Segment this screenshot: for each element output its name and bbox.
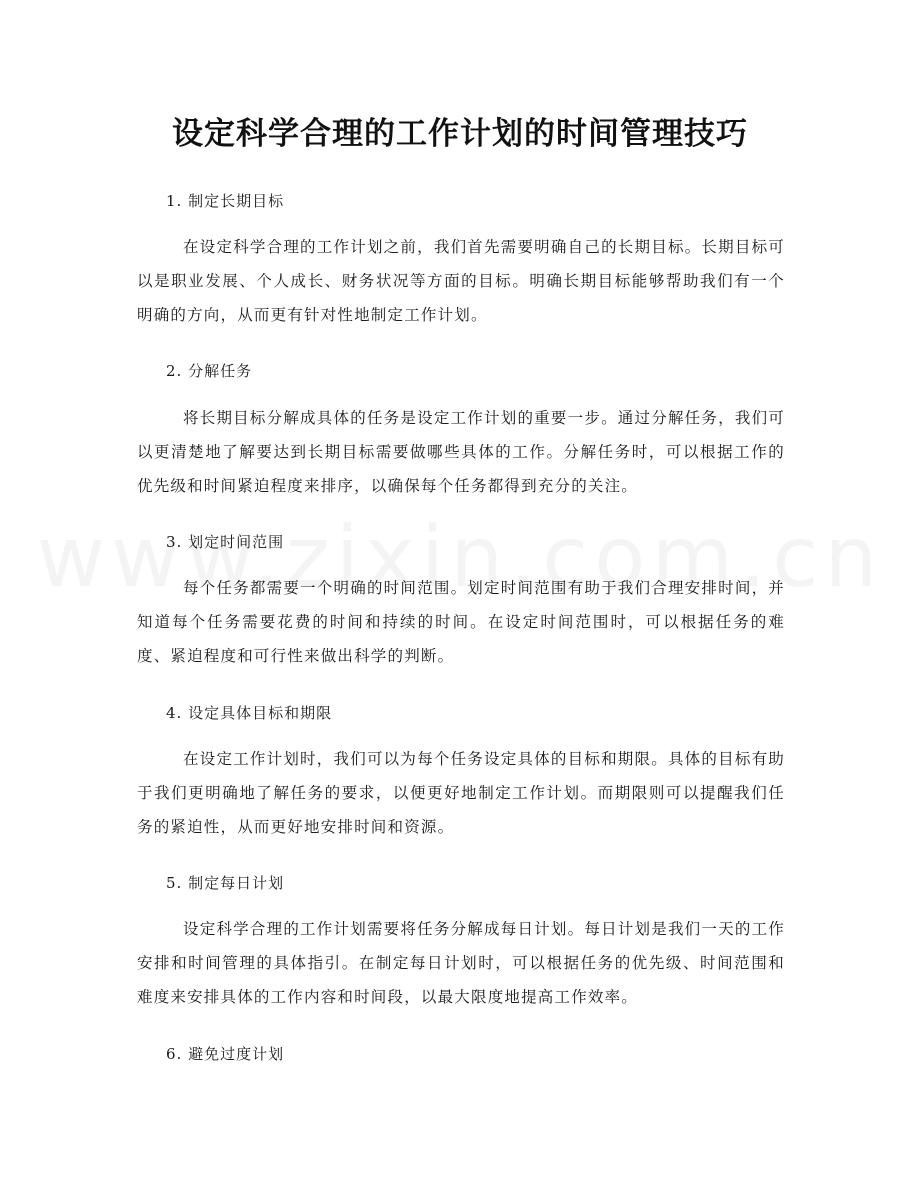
section-heading-3: 3. 划定时间范围 xyxy=(166,533,285,551)
section-heading-1: 1. 制定长期目标 xyxy=(166,192,285,210)
section-paragraph-2: 将长期目标分解成具体的任务是设定工作计划的重要一步。通过分解任务，我们可以更清楚地了解要达到长期目标需要做哪些具体的工作。分解任务时，可以根据工作的优先级和时间紧迫程度来排序，以确保每个任务都得到充分的关注。 xyxy=(137,409,785,495)
document-title: 设定科学合理的工作计划的时间管理技巧 xyxy=(172,116,748,152)
section-paragraph-4: 在设定工作计划时，我们可以为每个任务设定具体的目标和期限。具体的目标有助于我们更明确地了解任务的要求，以便更好地制定工作计划。而期限则可以提醒我们任务的紧迫性，从而更好地安排时间和资源。 xyxy=(137,750,785,836)
section-heading-6: 6. 避免过度计划 xyxy=(166,1045,285,1063)
section-paragraph-5: 设定科学合理的工作计划需要将任务分解成每日计划。每日计划是我们一天的工作安排和时间管理的具体指引。在制定每日计划时，可以根据任务的优先级、时间范围和难度来安排具体的工作内容和时间段，以最大限度地提高工作效率。 xyxy=(137,920,785,1006)
section-heading-4: 4. 设定具体目标和期限 xyxy=(166,704,333,722)
section-paragraph-3: 每个任务都需要一个明确的时间范围。划定时间范围有助于我们合理安排时间，并知道每个任务需要花费的时间和持续的时间。在设定时间范围时，可以根据任务的难度、紧迫程度和可行性来做出科学的判断。 xyxy=(137,579,785,665)
section-paragraph-1: 在设定科学合理的工作计划之前，我们首先需要明确自己的长期目标。长期目标可以是职业发展、个人成长、财务状况等方面的目标。明确长期目标能够帮助我们有一个明确的方向，从而更有针对性地制定工作计划。 xyxy=(137,238,785,324)
section-heading-5: 5. 制定每日计划 xyxy=(166,874,285,892)
section-heading-2: 2. 分解任务 xyxy=(166,362,253,380)
